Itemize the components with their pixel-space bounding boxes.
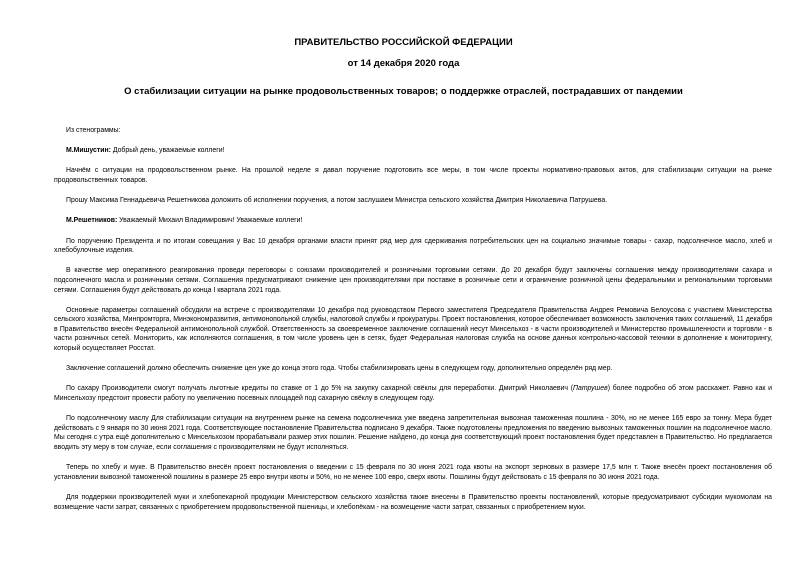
paragraph-text: Прошу Максима Геннадьевича Решетникова доложить об исполнении поручения, а потом заслушаем Министра сельского хозяйства Дмитрия Николаевича Патрушева. <box>66 197 608 205</box>
paragraph <box>54 196 772 206</box>
paragraph <box>54 237 772 256</box>
paragraph-text: Начнём с ситуации на продовольственном рынке. На прошлой неделе я давал поручение подготовить все меры, в том числе проекты нормативно-правовых актов, для стабилизации ситуации на рынке продовольственных товаров. <box>54 167 772 184</box>
document-subject: О стабилизации ситуации на рынке продовольственных товаров; о поддержке отраслей, пострадавших от пандемии <box>124 86 683 97</box>
paragraph <box>54 384 772 403</box>
paragraph-text: Для поддержки производителей муки и хлебопекарной продукции Министерством сельского хозяйства также внесены в Правительство проекты постановлений, которые предусматривают субсидии мукомолам на возмещение части затрат, связанных с приобретением продовольственной пшеницы, и хлебопёкам - на возмещение части затрат, связанных с приобретением муки. <box>54 493 772 511</box>
paragraph <box>54 216 772 226</box>
paragraph <box>54 146 772 156</box>
paragraph-text: Теперь по хлебу и муке. В Правительство внесён проект постановления о введении с 15 февраля по 30 июня 2021 года квоты на экспорт зерновых в размере 17,5 млн т. Также внесён проект постановления об установлении вывозной таможенной пошлины в размере 25 евро внутри квоты и 50%, но не менее 100 евро, сверх квоты. Пошлины будут действовать с 15 февраля по 30 июня 2021 года. <box>54 464 772 481</box>
paragraph-text: По подсолнечному маслу Для стабилизации ситуации на внутреннем рынке на семена подсолнечника уже введена запретительная вывозная таможенная пошлина - 30%, но не менее 165 евро за тонну. Мера будет действовать с 9 января по 30 июня 2021 года. Соответствующее постановление Правительства подписано 9 декабря. Также подготовлены предложения по введению вывозных таможенных пошлин на подсолнечное масло. Мы сегодня с утра ещё дополнительно с Минсельхозом прорабатывали размер этих пошлин. Решение найдено, до конца дня соответствующий проект постановления будет представлен в Правительство. Но предлагается вводить эту меру в том случае, если соглашения с производителями не будут исполняться. <box>54 415 772 451</box>
paragraph <box>54 266 772 295</box>
emphasized-name: Патрушев <box>573 385 608 393</box>
speaker-name: М.Мишустин: <box>66 147 111 155</box>
transcript-body <box>54 126 772 523</box>
paragraph-text: Из стенограммы: <box>66 127 121 134</box>
government-heading: ПРАВИТЕЛЬСТВО РОССИЙСКОЙ ФЕДЕРАЦИИ <box>294 37 513 48</box>
paragraph-text: Добрый день, уважаемые коллеги! <box>110 147 225 155</box>
paragraph <box>54 166 772 185</box>
paragraph-text: Заключение соглашений должно обеспечить снижение цен уже до конца этого года. Чтобы стабилизировать цены в следующем году, дополнительно определён ряд мер. <box>66 365 613 373</box>
paragraph <box>54 306 772 354</box>
paragraph-text: В качестве мер оперативного реагирования проведи переговоры с союзами производителей и розничными торговыми сетями. До 20 декабря будут заключены соглашения между производителями сахара и подсолнечного масла и розничными сетями. Соглашения предусматривают снижение цен производителями при поставке в розничные сети и ограничение розничной цены федеральными и региональными торговыми сетями. Соглашения будут действовать до конца I квартала 2021 года. <box>54 267 772 294</box>
document-date: от 14 декабря 2020 года <box>347 58 460 69</box>
speaker-name: М.Решетников: <box>66 217 118 225</box>
paragraph-text: ) более подробно об этом расскажет. Равно как и Минсельхозу предстоит провести работу по увеличению посевных площадей под сахарную свёклу в следующем году. <box>54 385 772 403</box>
paragraph <box>54 463 772 482</box>
paragraph <box>54 126 772 136</box>
paragraph <box>54 493 772 512</box>
paragraph-text: Основные параметры соглашений обсудили на встрече с производителями 10 декабря под руководством Первого заместителя Председателя Правительства Андрея Ремовича Белоусова с участием Министерства сельского хозяйства, Минпромторга, Минэкономразвития, антимонопольной службы, налоговой службы и прокуратуры. Проект постановления, которое обеспечивает возможность заключения таких соглашений, 11 декабря в Правительство внесён Федеральной антимонопольной службой. Ответственность за своевременное заключение соглашений несут Минсельхоз - в части производителей и Министерство промышленности и торговли - в части розничных сетей. Мониторить, как исполняются соглашения, в том числе уровень цен в сетях, будет Федеральная налоговая служба на основе данных контрольно-кассовой техники в дополнение к мониторингу, который осуществляет Росстат. <box>54 306 772 353</box>
paragraph-text: По сахару Производители смогут получать льготные кредиты по ставке от 1 до 5% на закупку сахарной свёклы для переработки. Дмитрий Николаевич ( <box>66 385 573 393</box>
paragraph-text: Уважаемый Михаил Владимирович! Уважаемые коллеги! <box>117 217 303 225</box>
paragraph-text: По поручению Президента и по итогам совещания у Вас 10 декабря органами власти принят ряд мер для сдерживания потребительских цен на социально значимые товары - сахар, подсолнечное масло, хлеб и хлебобулочные изделия. <box>54 237 772 255</box>
paragraph <box>54 414 772 452</box>
paragraph <box>54 364 772 374</box>
